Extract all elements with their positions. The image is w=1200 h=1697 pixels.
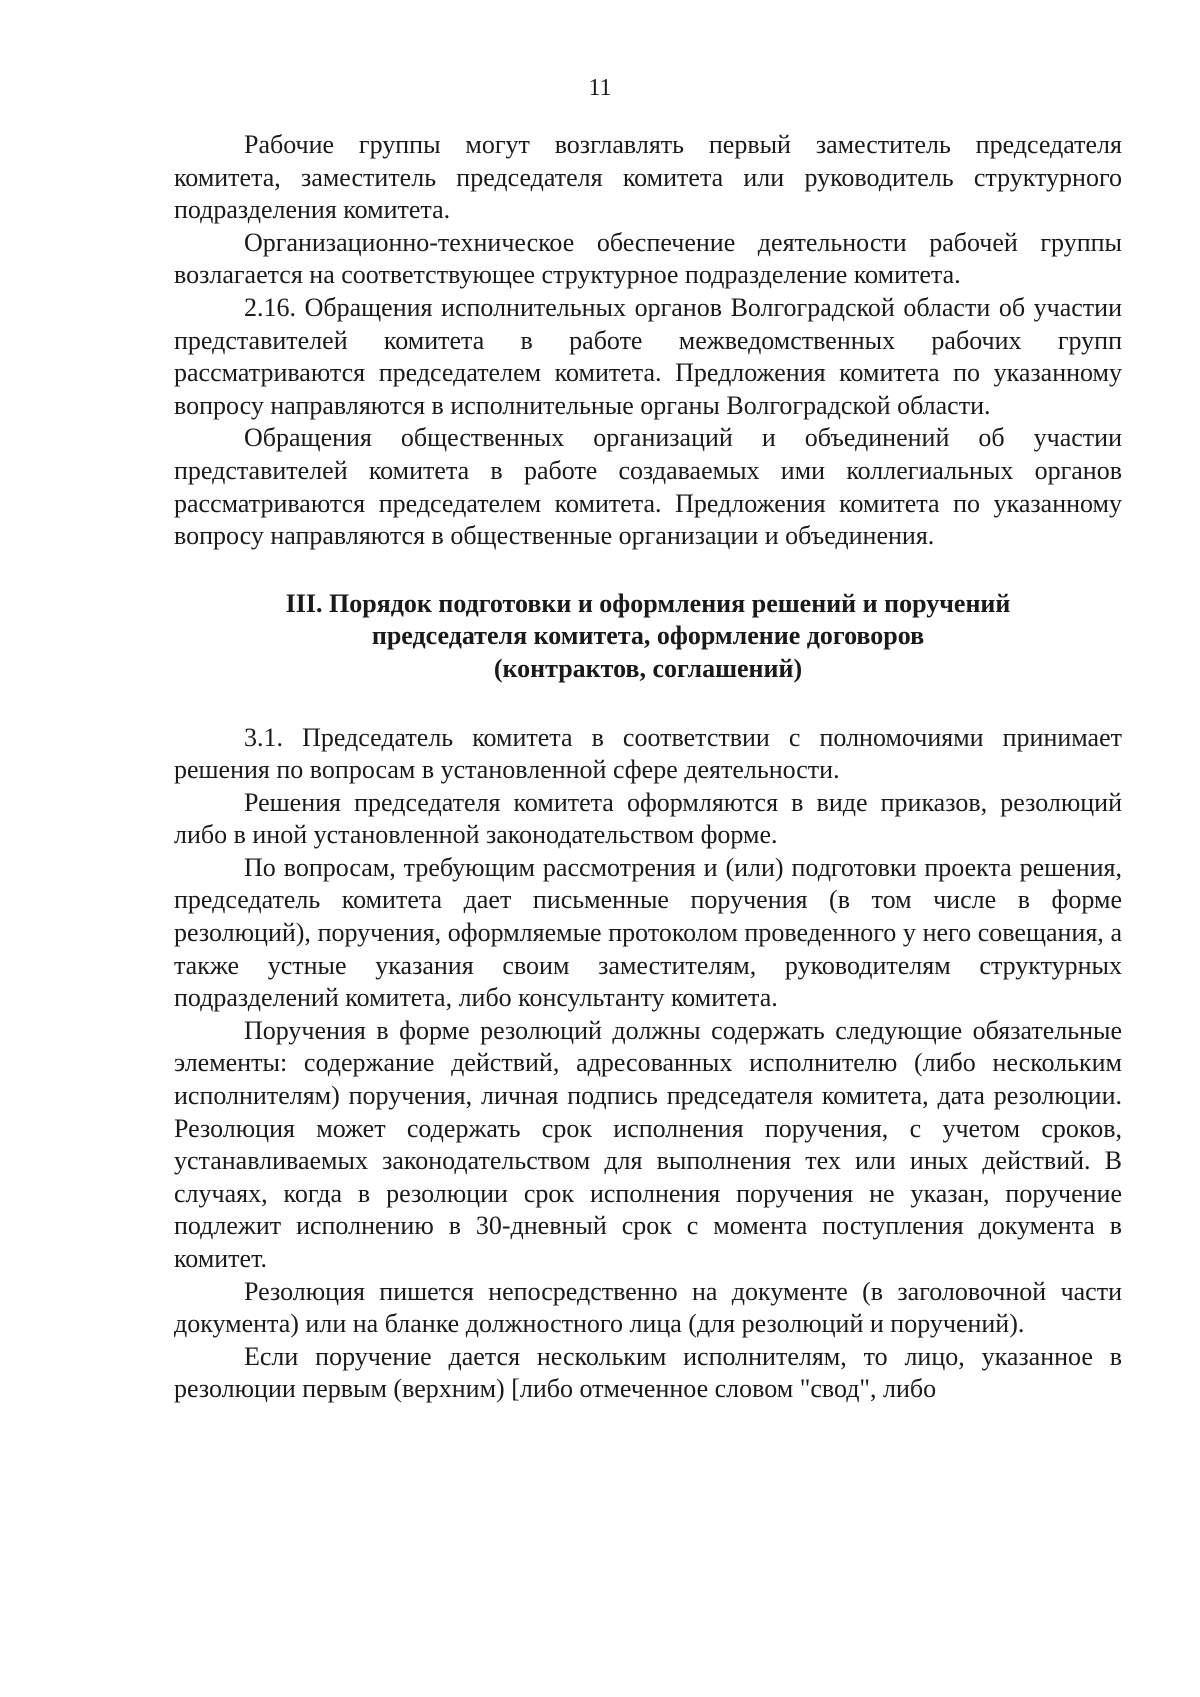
document-body: [174, 129, 1122, 1406]
paragraph-decisions-form: Решения председателя комитета оформляются в виде приказов, резолюций либо в иной установленной законодательством форме.: [174, 787, 1122, 850]
section-heading-line: III. Порядок подготовки и оформления решений и поручений: [285, 588, 1011, 618]
paragraph-2-16: 2.16. Обращения исполнительных органов Волгоградской области об участии представителей комитета в работе межведомственных рабочих групп рассматриваются председателем комитета. Предложения комитета по указанному вопросу направляются в исполнительные органы Волгоградской области.: [174, 292, 1122, 420]
section-heading-line: председателя комитета, оформление договоров: [371, 621, 925, 651]
page-number: 11: [588, 75, 612, 101]
section-heading: [174, 588, 1122, 686]
paragraph-written-instructions: По вопросам, требующим рассмотрения и (или) подготовки проекта решения, председатель комитета дает письменные поручения (в том числе в форме резолюций), поручения, оформляемые протоколом проведенного у него совещания, а также устные указания своим заместителям, руководителям структурных подразделений комитета, либо консультанту комитета.: [174, 852, 1122, 1013]
paragraph-resolution-elements: Поручения в форме резолюций должны содержать следующие обязательные элементы: содержание действий, адресованных исполнителю (либо нескольким исполнителям) поручения, личная подпись председателя комитета, дата резолюции. Резолюция может содержать срок исполнения поручения, с учетом сроков, устанавливаемых законодательством для выполнения тех или иных действий. В случаях, когда в резолюции срок исполнения поручения не указан, поручение подлежит исполнению в 30-дневный срок с момента поступления документа в комитет.: [174, 1015, 1122, 1273]
paragraph-public-organizations: Обращения общественных организаций и объединений об участии представителей комитета в работе создаваемых ими коллегиальных органов рассматриваются председателем комитета. Предложения комитета по указанному вопросу направляются в общественные организации и объединения.: [174, 423, 1122, 551]
paragraph-working-groups-lead: Рабочие группы могут возглавлять первый заместитель председателя комитета, заместитель председателя комитета или руководитель структурного подразделения комитета.: [174, 130, 1122, 225]
paragraph-resolution-placement: Резолюция пишется непосредственно на документе (в заголовочной части документа) или на бланке должностного лица (для резолюций и поручений).: [174, 1276, 1122, 1339]
paragraph-working-groups-support: Организационно-техническое обеспечение деятельности рабочей группы возлагается на соответствующее структурное подразделение комитета.: [174, 227, 1122, 290]
section-heading-line: (контрактов, соглашений): [493, 653, 803, 683]
paragraph-multiple-executors: Если поручение дается нескольким исполнителям, то лицо, указанное в резолюции первым (верхним) [либо отмеченное словом "свод", либо: [174, 1341, 1122, 1404]
paragraph-3-1: 3.1. Председатель комитета в соответствии с полномочиями принимает решения по вопросам в установленной сфере деятельности.: [174, 722, 1122, 785]
